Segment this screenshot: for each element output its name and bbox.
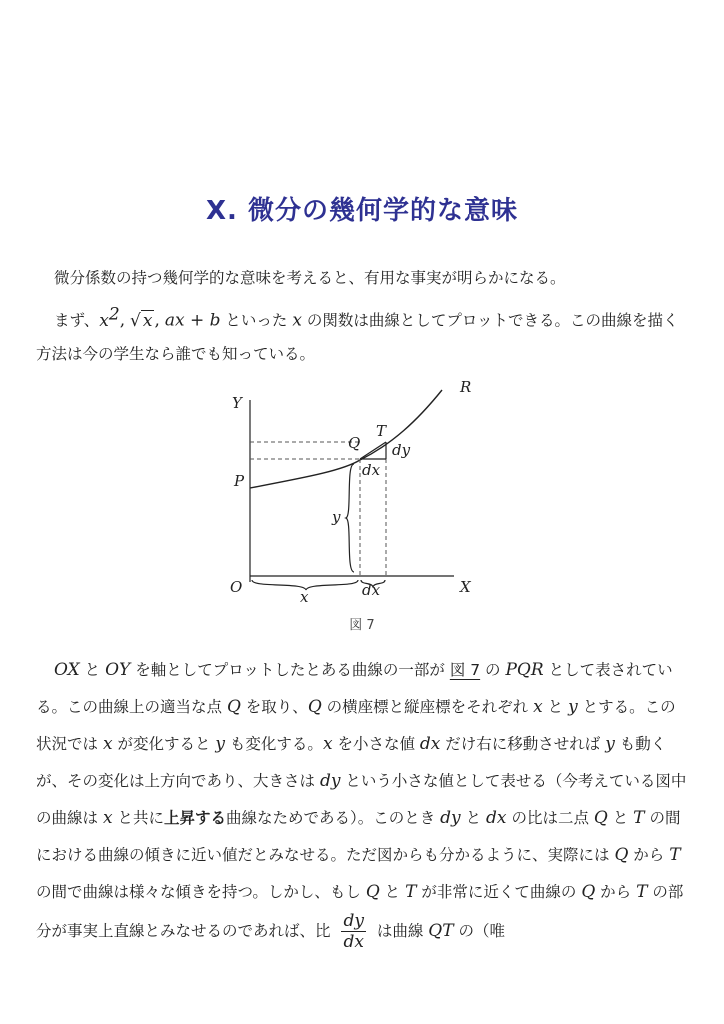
paragraph-intro bbox=[36, 262, 690, 295]
text: といった bbox=[220, 311, 293, 330]
text: とする。この状況では bbox=[36, 698, 676, 753]
math-t: T bbox=[633, 808, 645, 828]
math-dy: dy bbox=[440, 808, 461, 828]
math-t: T bbox=[669, 845, 681, 865]
text: の関数は曲線としてプロットできる。この曲線を描く方法は今の学生なら誰でも知っている。 bbox=[36, 311, 679, 363]
comma: , bbox=[154, 310, 160, 331]
math-oy: OY bbox=[105, 660, 131, 680]
text: と bbox=[542, 698, 569, 716]
sqrt-symbol: √ bbox=[130, 310, 141, 331]
math-y: y bbox=[568, 697, 578, 717]
math-ax-plus-b: ax + b bbox=[164, 310, 221, 331]
text: まず、 bbox=[54, 311, 100, 330]
figure-7-curve-diagram bbox=[222, 376, 492, 608]
fraction-denominator: dx bbox=[343, 932, 364, 952]
label-Y: Y bbox=[232, 394, 242, 412]
label-P: P bbox=[234, 472, 245, 490]
math-pqr: PQR bbox=[505, 660, 544, 680]
label-dx-small: dx bbox=[362, 461, 381, 479]
curve-pqr bbox=[250, 390, 442, 488]
text: の（唯 bbox=[453, 922, 506, 940]
label-y: y bbox=[332, 508, 341, 526]
text: の間で曲線は様々な傾きを持つ。しかし、もし bbox=[36, 883, 366, 901]
math-x: x bbox=[292, 310, 302, 331]
math-x: x bbox=[533, 697, 543, 717]
label-dy: dy bbox=[392, 441, 411, 459]
text: も変化する。 bbox=[225, 735, 323, 753]
math-y: y bbox=[605, 734, 615, 754]
text: の比は二点 bbox=[506, 809, 594, 827]
math-q: Q bbox=[226, 697, 241, 717]
figure-caption: 図 7 bbox=[349, 618, 375, 633]
text: の bbox=[480, 661, 506, 679]
text: の横座標と縦座標をそれぞれ bbox=[321, 698, 534, 716]
paragraph-intro-text: 微分係数の持つ幾何学的な意味を考えると、有用な事実が明らかになる。 bbox=[54, 269, 566, 287]
math-x: x bbox=[322, 734, 333, 754]
text: を小さな値 bbox=[332, 735, 420, 753]
y-brace bbox=[346, 464, 354, 572]
math-dx: dx bbox=[486, 808, 507, 828]
text: と共に bbox=[112, 809, 164, 827]
bold-rising: 上昇する bbox=[163, 809, 226, 827]
text: と bbox=[379, 883, 406, 901]
math-sqrt-x: √ x bbox=[130, 310, 153, 331]
text: が非常に近くて曲線の bbox=[416, 883, 582, 901]
fraction-numerator: dy bbox=[343, 911, 364, 931]
text: の部分が事実上直線とみなせるのであれば、比 bbox=[36, 883, 684, 940]
text: と bbox=[460, 809, 487, 827]
text: から bbox=[628, 846, 670, 864]
text: も動くが、その変化は上方向であり、大きさは bbox=[36, 735, 667, 790]
text: 曲線なためである）。このとき bbox=[225, 809, 441, 827]
math-x: x bbox=[102, 734, 113, 754]
fraction-dy-dx bbox=[341, 911, 366, 952]
label-R: R bbox=[460, 378, 472, 396]
math-t: T bbox=[405, 882, 417, 902]
math-y: y bbox=[215, 734, 225, 754]
math-q: Q bbox=[365, 882, 380, 902]
label-T: T bbox=[376, 422, 387, 440]
math-dx: dx bbox=[419, 734, 441, 754]
text: が変化すると bbox=[112, 735, 216, 753]
math-ox: OX bbox=[54, 660, 80, 680]
math-x: x bbox=[102, 808, 113, 828]
math-q: Q bbox=[307, 697, 322, 717]
label-O: O bbox=[230, 578, 243, 596]
text: から bbox=[595, 883, 637, 901]
comma: , bbox=[119, 310, 126, 331]
text: と bbox=[607, 809, 634, 827]
label-x: x bbox=[300, 588, 309, 606]
math-q: Q bbox=[593, 808, 608, 828]
text: を軸としてプロットしたとある曲線の一部が bbox=[130, 661, 450, 679]
text: の間における曲線の傾きに近い値だとみなせる。ただ図からも分かるように、実際には bbox=[36, 809, 681, 864]
label-X: X bbox=[460, 578, 471, 596]
math-q: Q bbox=[581, 882, 596, 902]
text: だけ右に移動させれば bbox=[440, 735, 606, 753]
figure-7-link[interactable]: 図 7 bbox=[449, 661, 481, 679]
qt-chord bbox=[360, 442, 386, 459]
label-Q: Q bbox=[348, 434, 361, 452]
math-t: T bbox=[636, 882, 648, 902]
text: として表されている。この曲線上の適当な点 bbox=[36, 661, 673, 716]
text: を取り、 bbox=[240, 698, 308, 716]
label-dx: dx bbox=[362, 581, 381, 599]
paragraph-explanation bbox=[36, 652, 690, 952]
math-dy: dy bbox=[319, 771, 341, 791]
text: と bbox=[79, 661, 106, 679]
section-title: X. 微分の幾何学的な意味 bbox=[206, 196, 518, 226]
math-qt: QT bbox=[428, 921, 454, 941]
paragraph-functions bbox=[36, 298, 690, 371]
text: という小さな値として表せる（今考えている図中の曲線は bbox=[36, 772, 687, 827]
math-x-squared: $x^2$ bbox=[99, 304, 120, 331]
math-q: Q bbox=[614, 845, 629, 865]
figure-svg bbox=[222, 376, 492, 608]
text: は曲線 bbox=[371, 922, 429, 940]
